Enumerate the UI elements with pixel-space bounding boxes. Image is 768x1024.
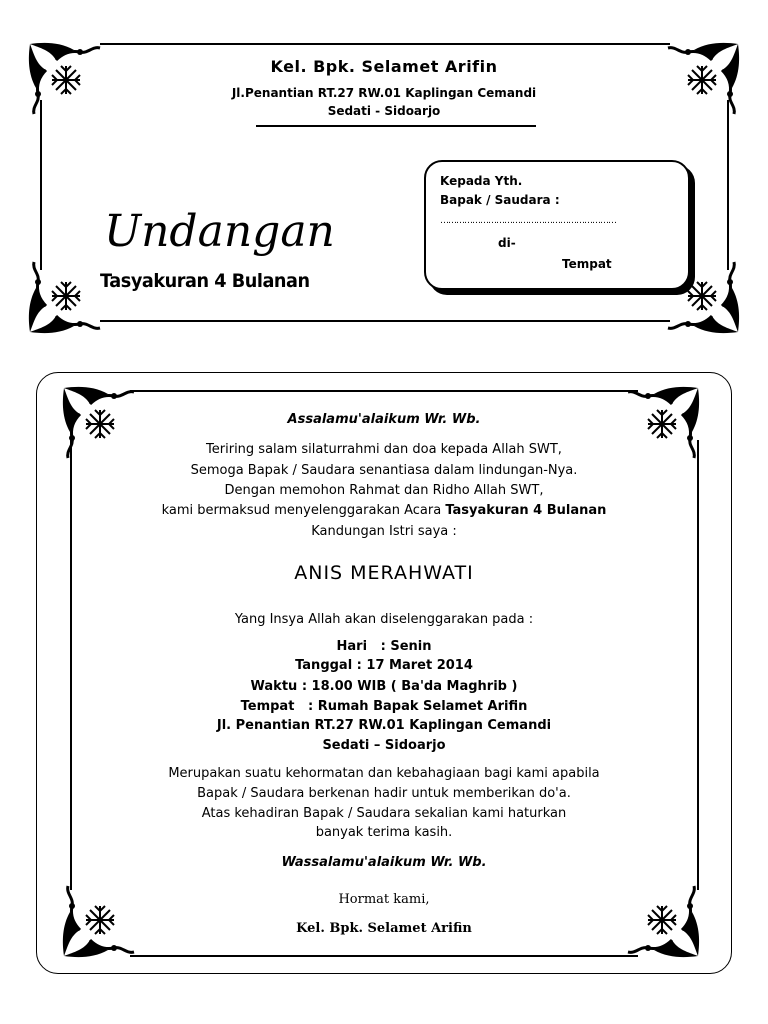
detail-city: Sedati – Sidoarjo (322, 738, 446, 753)
detail-time: Waktu : 18.00 WIB ( Ba'da Maghrib ) (250, 679, 518, 694)
detail-date: Tanggal : 17 Maret 2014 (295, 658, 473, 673)
paragraph-line: Dengan memohon Rahmat dan Ridho Allah SWT, (224, 483, 544, 498)
recipient-to: Kepada Yth. (440, 174, 523, 188)
header-address-line1: Jl.Penantian RT.27 RW.01 Kaplingan Cemandi (231, 86, 537, 100)
header-address-line2: Sedati - Sidoarjo (327, 104, 441, 118)
closing-line: banyak terima kasih. (315, 825, 453, 840)
recipient-box (424, 160, 690, 290)
page-title: Undangan (104, 206, 335, 257)
bottom-border (100, 320, 670, 322)
detail-address: Jl. Penantian RT.27 RW.01 Kaplingan Cemandi (216, 718, 552, 733)
body-bottom-border (130, 955, 638, 957)
schedule-intro: Yang Insya Allah akan diselenggarakan pada : (234, 612, 534, 627)
honoree-name: ANIS MERAHWATI (294, 562, 474, 584)
recipient-salutation: Bapak / Saudara : (440, 193, 560, 207)
top-border (100, 43, 670, 45)
recipient-blank-line: ………………………………………………………… (440, 216, 616, 226)
detail-day: Hari : Senin (336, 639, 432, 654)
corner-ornament-icon (26, 256, 106, 336)
header-name: Kel. Bpk. Selamet Arifin (270, 57, 498, 76)
recipient-di: di- (498, 236, 516, 250)
greeting: Assalamu'alaikum Wr. Wb. (287, 412, 481, 427)
paragraph-line: Teriring salam silaturrahmi dan doa kepada Allah SWT, (206, 442, 562, 457)
recipient-place: Tempat (562, 257, 612, 271)
paragraph-line (0, 501, 768, 521)
closing-line: Merupakan suatu kehormatan dan kebahagiaan bagi kami apabila (168, 766, 600, 781)
signature: Kel. Bpk. Selamet Arifin (296, 921, 472, 936)
paragraph-line: Semoga Bapak / Saudara senantiasa dalam lindungan-Nya. (190, 463, 578, 478)
closing-line: Atas kehadiran Bapak / Saudara sekalian kami haturkan (201, 806, 567, 821)
left-border (40, 100, 42, 270)
body-top-border (130, 390, 638, 392)
paragraph-text: kami bermaksud menyelenggarakan Acara (161, 503, 446, 518)
regards: Hormat kami, (338, 892, 430, 907)
header-underline (256, 125, 536, 127)
closing-line: Bapak / Saudara berkenan hadir untuk memberikan do'a. (197, 786, 571, 801)
paragraph-line: Kandungan Istri saya : (311, 524, 457, 539)
farewell: Wassalamu'alaikum Wr. Wb. (281, 855, 487, 870)
event-name: Tasyakuran 4 Bulanan (445, 503, 607, 518)
right-border (727, 100, 729, 270)
detail-place: Tempat : Rumah Bapak Selamet Arifin (240, 699, 528, 714)
page-subtitle: Tasyakuran 4 Bulanan (100, 270, 310, 292)
